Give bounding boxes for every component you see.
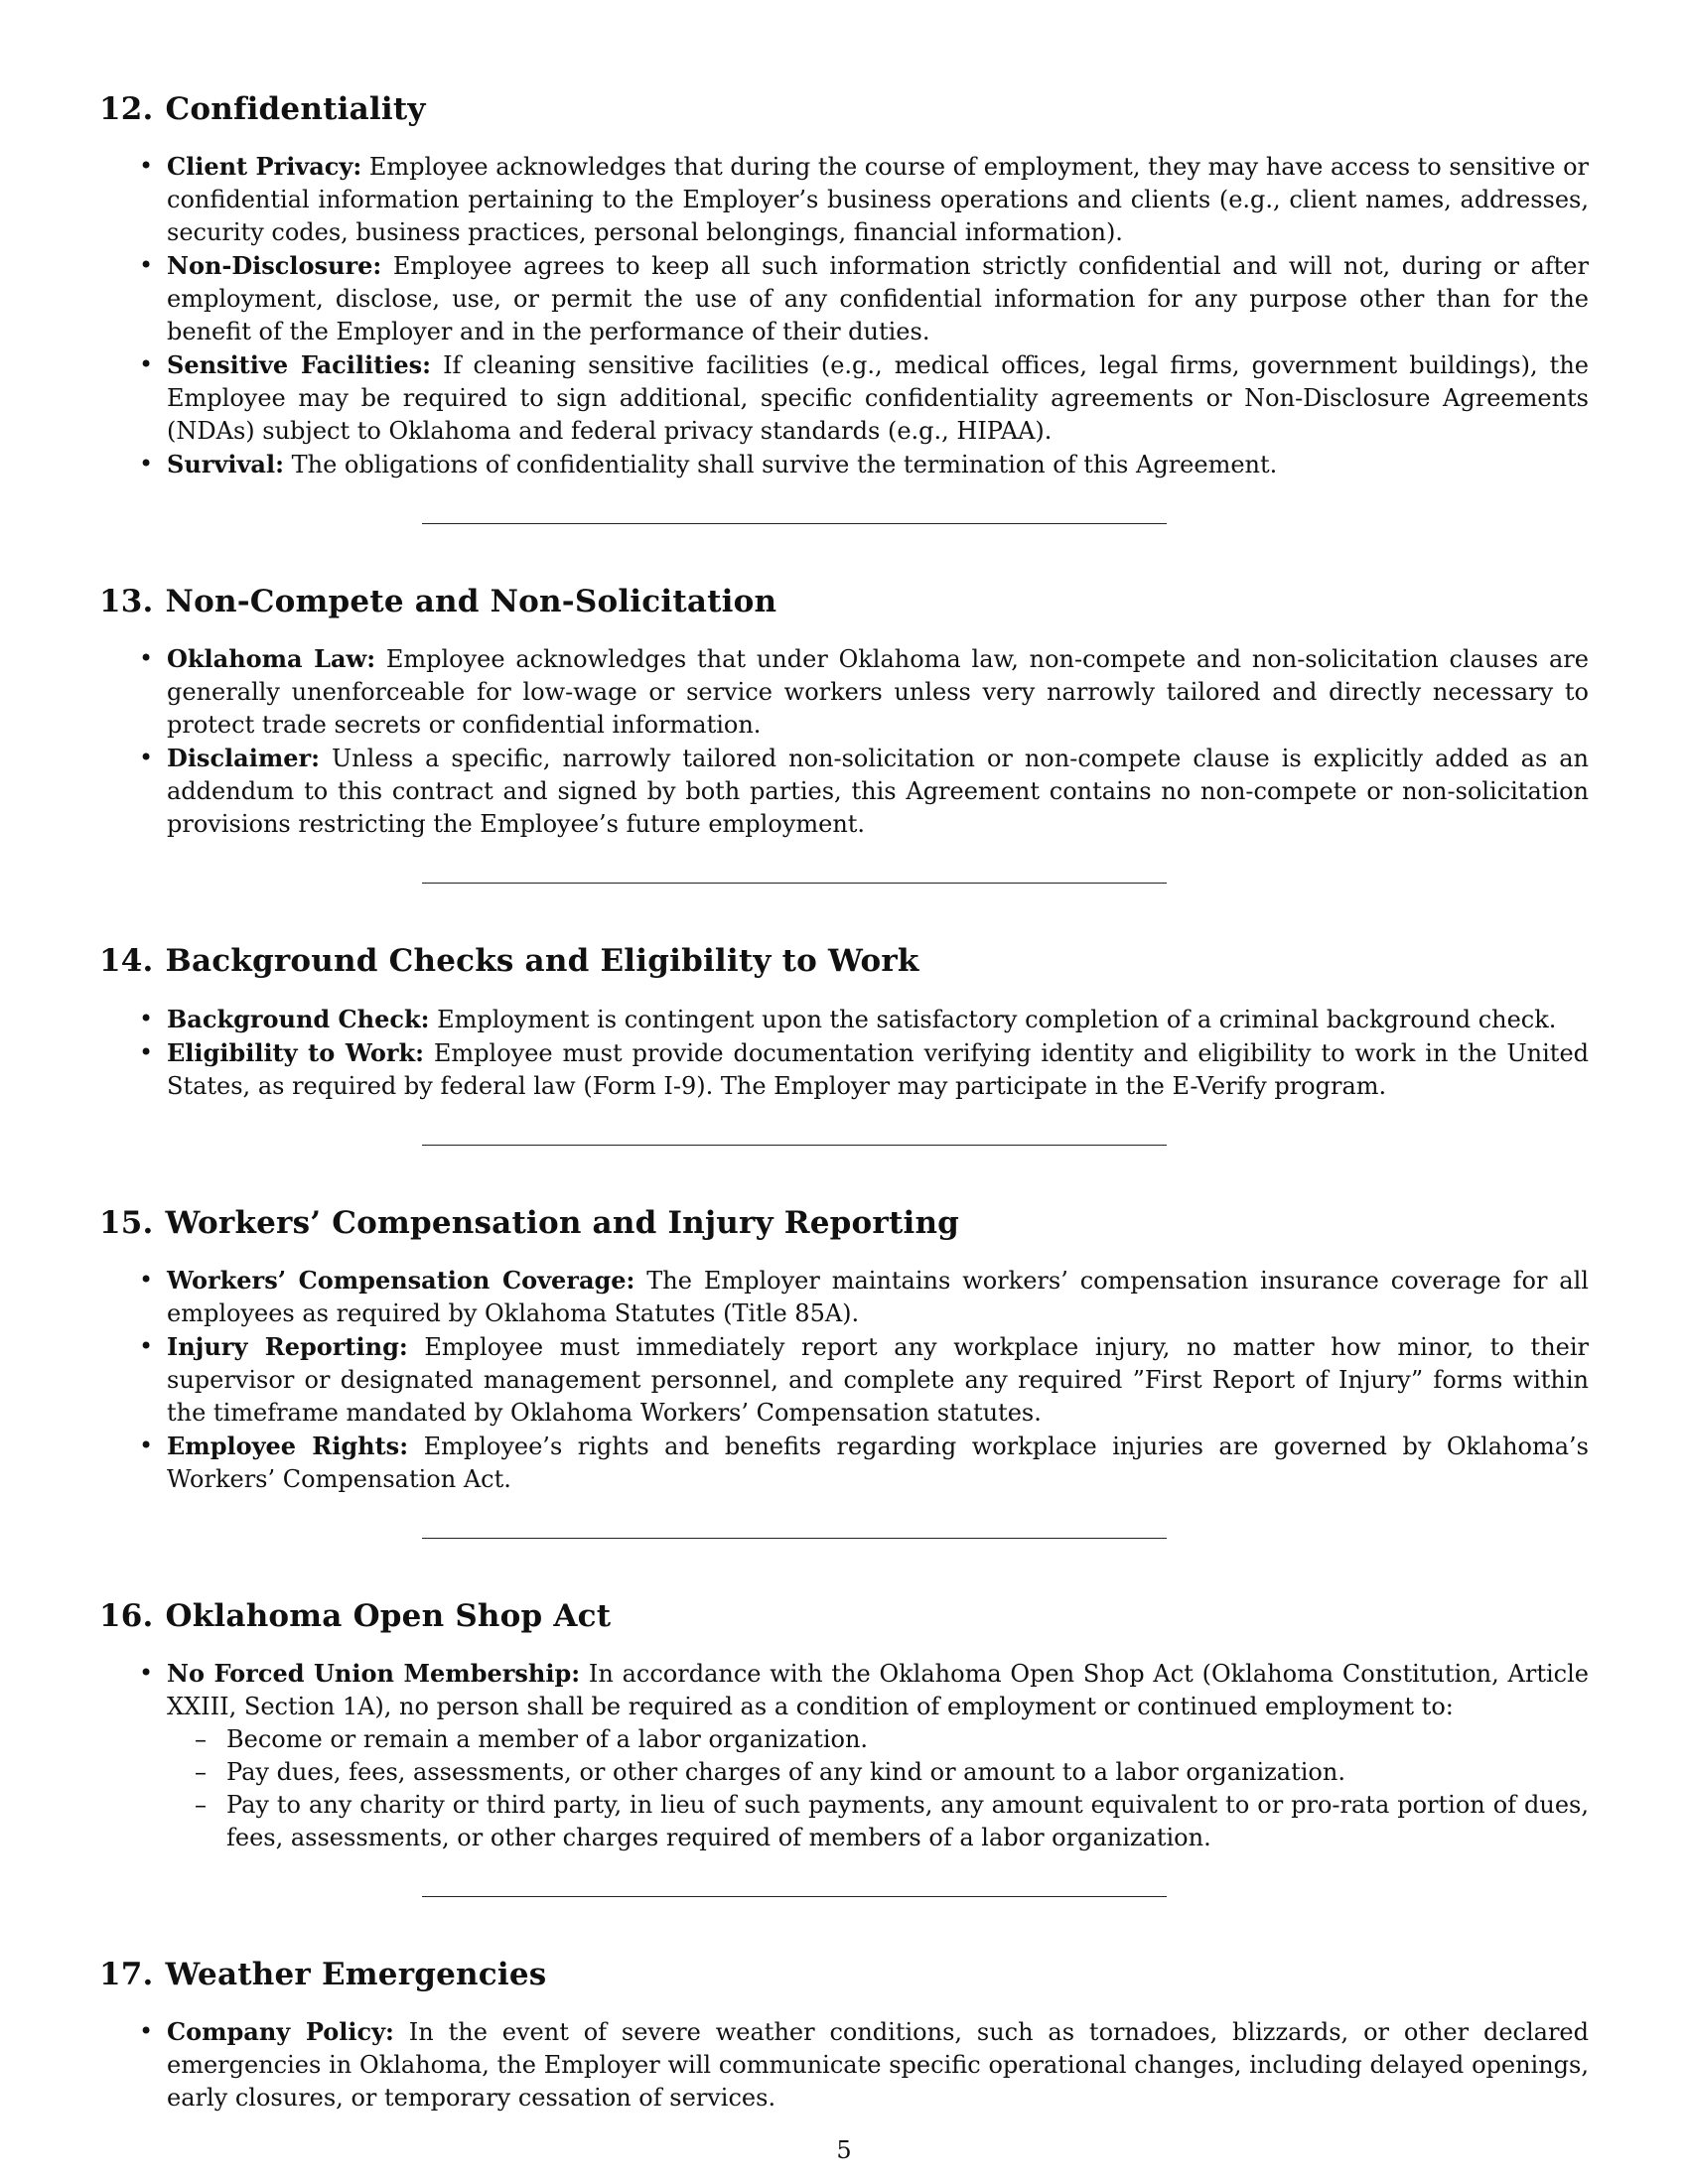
sub-item-text: Pay dues, fees, assessments, or other charges of any kind or amount to a labor organization. bbox=[226, 1757, 1345, 1786]
bullet-icon: • bbox=[139, 644, 154, 673]
section-heading bbox=[99, 1957, 1589, 1993]
item-text: Employee acknowledges that under Oklahoma law, non-compete and non-solicitation clauses are generally unenforceable for low-wage or service workers unless very narrowly tailored and directly necessary to protect trade secrets or confidential information. bbox=[167, 645, 1589, 740]
list-item bbox=[99, 1430, 1589, 1496]
bullet-icon: • bbox=[139, 1004, 154, 1032]
document-page bbox=[99, 91, 1589, 2115]
dash-icon: – bbox=[195, 1790, 207, 1819]
dash-icon: – bbox=[195, 1757, 207, 1786]
item-label: Non-Disclosure: bbox=[167, 251, 382, 281]
sub-item-text: Become or remain a member of a labor organization. bbox=[226, 1724, 869, 1753]
section-title: Non-Compete and Non-Solicitation bbox=[165, 584, 777, 620]
bullet-icon: • bbox=[139, 152, 154, 181]
section-divider bbox=[422, 1145, 1167, 1146]
item-text: The obligations of confidentiality shall survive the termination of this Agreement. bbox=[291, 451, 1278, 479]
item-label: No Forced Union Membership: bbox=[167, 1658, 581, 1688]
list-item bbox=[99, 2015, 1589, 2115]
bullet-icon: • bbox=[139, 744, 154, 772]
list-item bbox=[99, 742, 1589, 841]
section-title: Weather Emergencies bbox=[165, 1956, 547, 1992]
section-number: 12. bbox=[99, 91, 154, 127]
bullet-icon: • bbox=[139, 1037, 154, 1066]
sub-list-item bbox=[167, 1789, 1589, 1854]
bullet-icon: • bbox=[139, 2017, 154, 2046]
section-number: 16. bbox=[99, 1597, 154, 1634]
list-item bbox=[99, 1264, 1589, 1330]
item-text: In the event of severe weather conditions, such as tornadoes, blizzards, or other declared emergencies in Oklahoma, the Employer will communicate specific operational changes, including delayed openings, early closures, or temporary cessation of services. bbox=[167, 2018, 1589, 2113]
item-label: Oklahoma Law: bbox=[167, 644, 376, 674]
list-item bbox=[99, 1657, 1589, 1854]
sub-list-item bbox=[167, 1756, 1589, 1789]
sub-list-item bbox=[167, 1723, 1589, 1756]
item-label: Background Check: bbox=[167, 1004, 430, 1033]
section-title: Confidentiality bbox=[165, 91, 426, 127]
item-text: If cleaning sensitive facilities (e.g., medical offices, legal firms, government buildings), the Employee may be required to sign additional, specific confidentiality agreements or Non-Disclosure Agreements (NDAs) subject to Oklahoma and federal privacy standards (e.g., HIPAA). bbox=[167, 351, 1589, 446]
section-number: 14. bbox=[99, 943, 154, 980]
list-item bbox=[99, 448, 1589, 481]
bullet-icon: • bbox=[139, 1331, 154, 1360]
section-number: 15. bbox=[99, 1204, 154, 1241]
item-text: The Employer maintains workers’ compensation insurance coverage for all employees as required by Oklahoma Statutes (Title 85A). bbox=[167, 1266, 1589, 1327]
list-item bbox=[99, 150, 1589, 249]
bullet-icon: • bbox=[139, 350, 154, 379]
list-item bbox=[99, 1036, 1589, 1103]
item-label: Injury Reporting: bbox=[167, 1331, 408, 1361]
section-17 bbox=[99, 1957, 1589, 2115]
section-heading bbox=[99, 584, 1589, 620]
list-item bbox=[99, 1330, 1589, 1430]
item-label: Company Policy: bbox=[167, 2017, 394, 2047]
dash-icon: – bbox=[195, 1724, 207, 1753]
section-number: 17. bbox=[99, 1956, 154, 1992]
bullet-icon: • bbox=[139, 1431, 154, 1459]
section-divider bbox=[422, 1896, 1167, 1897]
section-14 bbox=[99, 943, 1589, 1145]
bullet-icon: • bbox=[139, 1658, 154, 1687]
item-text: Employee acknowledges that during the course of employment, they may have access to sensitive or confidential information pertaining to the Employer’s business operations and clients (e.g., client names, addresses, security codes, business practices, personal belongings, financial information). bbox=[167, 153, 1590, 247]
item-text: In accordance with the Oklahoma Open Shop Act (Oklahoma Constitution, Article XXIII, Section 1A), no person shall be required as a condition of employment or continued employment to: bbox=[167, 1659, 1589, 1720]
list-item bbox=[99, 348, 1589, 448]
bullet-icon: • bbox=[139, 251, 154, 280]
item-text: Employee’s rights and benefits regarding workplace injuries are governed by Oklahoma’s Workers’ Compensation Act. bbox=[167, 1432, 1589, 1493]
list-item bbox=[99, 642, 1589, 742]
item-label: Workers’ Compensation Coverage: bbox=[167, 1265, 635, 1295]
section-number: 13. bbox=[99, 584, 154, 620]
section-title: Workers’ Compensation and Injury Reporting bbox=[165, 1204, 960, 1241]
item-label: Eligibility to Work: bbox=[167, 1037, 424, 1067]
item-text: Employee agrees to keep all such information strictly confidential and will not, during or after employment, disclose, use, or permit the use of any confidential information for any purpose other than for the benefit of the Employer and in the performance of their duties. bbox=[167, 252, 1589, 346]
item-text: Employee must immediately report any workplace injury, no matter how minor, to their supervisor or designated management personnel, and complete any required ”First Report of Injury” forms within the timeframe mandated by Oklahoma Workers’ Compensation statutes. bbox=[167, 1332, 1589, 1427]
section-divider bbox=[422, 883, 1167, 884]
section-15 bbox=[99, 1205, 1589, 1539]
section-heading bbox=[99, 943, 1589, 980]
section-16 bbox=[99, 1598, 1589, 1897]
section-heading bbox=[99, 1205, 1589, 1242]
item-label: Survival: bbox=[167, 450, 284, 479]
item-text: Employment is contingent upon the satisfactory completion of a criminal background check. bbox=[437, 1005, 1557, 1033]
item-text: Unless a specific, narrowly tailored non-solicitation or non-compete clause is explicitly added as an addendum to this contract and signed by both parties, this Agreement contains no non-compete or non-solicitation provisions restricting the Employee’s future employment. bbox=[167, 745, 1589, 839]
bullet-icon: • bbox=[139, 450, 154, 478]
section-heading bbox=[99, 1598, 1589, 1635]
item-text: Employee must provide documentation verifying identity and eligibility to work in the United States, as required by federal law (Form I-9). The Employer may participate in the E-Verify program. bbox=[167, 1038, 1590, 1100]
section-divider bbox=[422, 1538, 1167, 1539]
section-12 bbox=[99, 91, 1589, 524]
list-item bbox=[99, 1003, 1589, 1036]
section-13 bbox=[99, 584, 1589, 884]
item-label: Employee Rights: bbox=[167, 1431, 409, 1460]
sub-item-text: Pay to any charity or third party, in lieu of such payments, any amount equivalent to or pro-rata portion of dues, fees, assessments, or other charges required of members of a labor organization. bbox=[226, 1790, 1589, 1851]
bullet-icon: • bbox=[139, 1265, 154, 1294]
section-title: Oklahoma Open Shop Act bbox=[165, 1597, 612, 1634]
page-number: 5 bbox=[836, 2136, 852, 2164]
item-label: Client Privacy: bbox=[167, 152, 362, 182]
section-heading bbox=[99, 91, 1589, 128]
section-title: Background Checks and Eligibility to Work bbox=[165, 943, 919, 980]
item-label: Sensitive Facilities: bbox=[167, 350, 431, 380]
list-item bbox=[99, 249, 1589, 348]
item-label: Disclaimer: bbox=[167, 744, 321, 773]
section-divider bbox=[422, 523, 1167, 524]
